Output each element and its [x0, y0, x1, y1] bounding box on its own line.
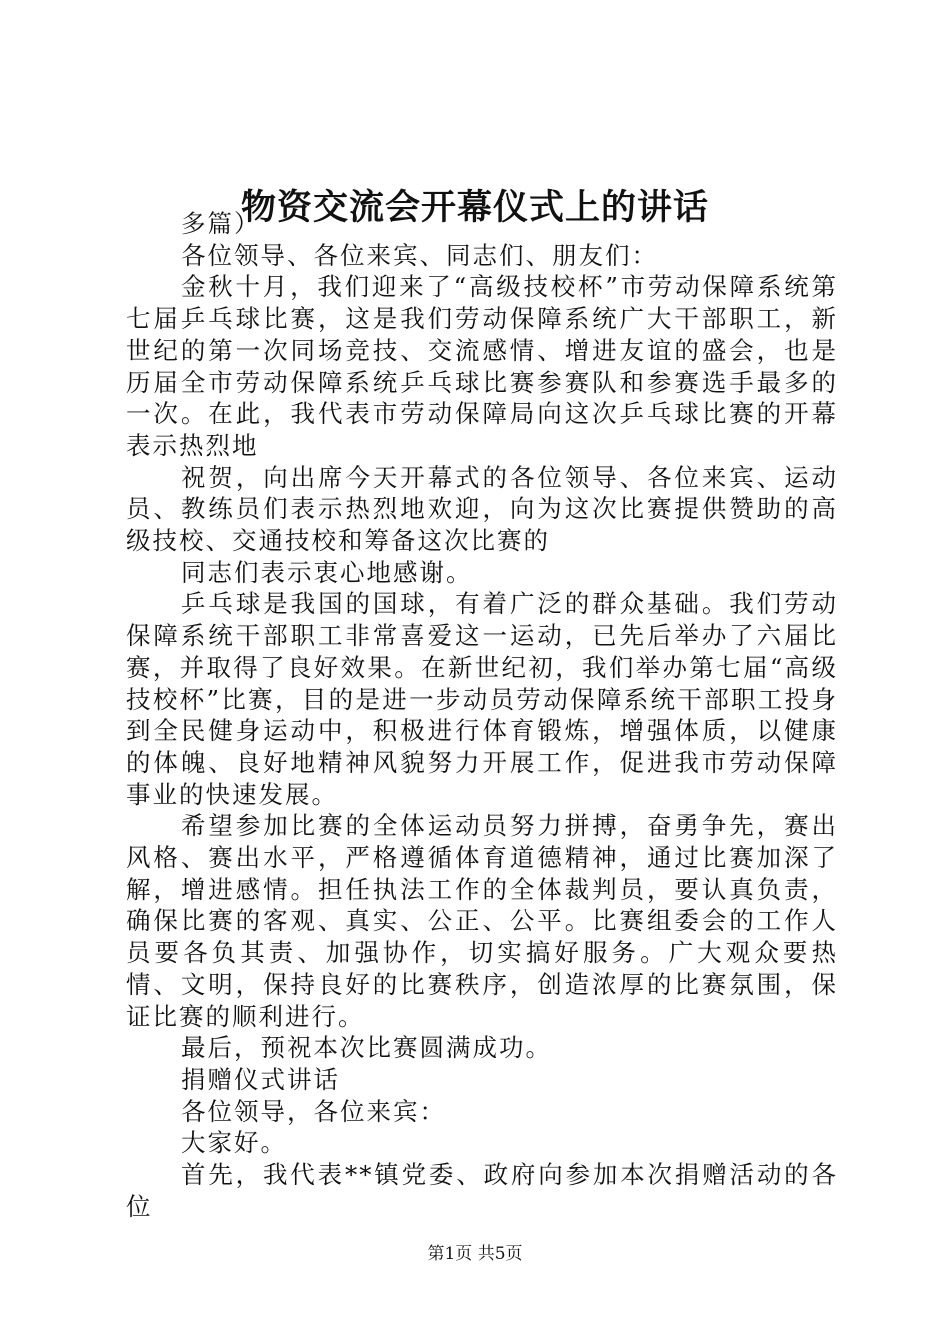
document-title: 物资交流会开幕仪式上的讲话 — [240, 187, 709, 228]
paragraph: 同志们表示衷心地感谢。 — [181, 557, 473, 587]
paragraph: 乒乓球是我国的国球，有着广泛的群众基础。我们劳动保障系统干部职工非常喜爱这一运动，已先后举办了六届比赛，并取得了良好效果。在新世纪初，我们举办第七届“高级技校杯”比赛，目的是进一步动员劳动保障系统干部职工投身到全民健身运动中，积极进行体育锻炼，增强体质，以健康的体魄、良好地精神风貌努力开展工作，促进我市劳动保障事业的快速发展。 — [126, 589, 838, 809]
paragraph: 最后，预祝本次比赛圆满成功。 — [181, 1033, 552, 1063]
paragraph: 希望参加比赛的全体运动员努力拼搏，奋勇争先，赛出风格、赛出水平，严格遵循体育道德精神，通过比赛加深了解，增进感情。担任执法工作的全体裁判员，要认真负责，确保比赛的客观、真实、公正、公平。比赛组委会的工作人员要各负其责、加强协作，切实搞好服务。广大观众要热情、文明，保持良好的比赛秩序，创造浓厚的比赛氛围，保证比赛的顺利进行。 — [126, 811, 838, 1031]
document-body — [126, 208, 838, 1223]
paragraph: 各位领导，各位来宾： — [181, 1096, 446, 1126]
page-number-footer: 第1页 共5页 — [427, 1244, 523, 1264]
paragraph: 首先，我代表**镇党委、政府向参加本次捐赠活动的各位 — [126, 1160, 838, 1221]
paragraph: 金秋十月，我们迎来了“高级技校杯”市劳动保障系统第七届乒乓球比赛，这是我们劳动保障系统广大干部职工，新世纪的第一次同场竞技、交流感情、增进友谊的盛会，也是历届全市劳动保障系统乒乓球比赛参赛队和参赛选手最多的一次。在此，我代表市劳动保障局向这次乒乓球比赛的开幕表示热烈地 — [126, 272, 838, 460]
paragraph: 多篇） — [181, 209, 261, 238]
paragraph: 各位领导、各位来宾、同志们、朋友们： — [181, 240, 658, 270]
paragraph: 大家好。 — [181, 1128, 287, 1158]
paragraph: 祝贺，向出席今天开幕式的各位领导、各位来宾、运动员、教练员们表示热烈地欢迎，向为这次比赛提供赞助的高级技校、交通技校和筹备这次比赛的 — [126, 462, 838, 556]
paragraph: 捐赠仪式讲话 — [181, 1064, 340, 1094]
